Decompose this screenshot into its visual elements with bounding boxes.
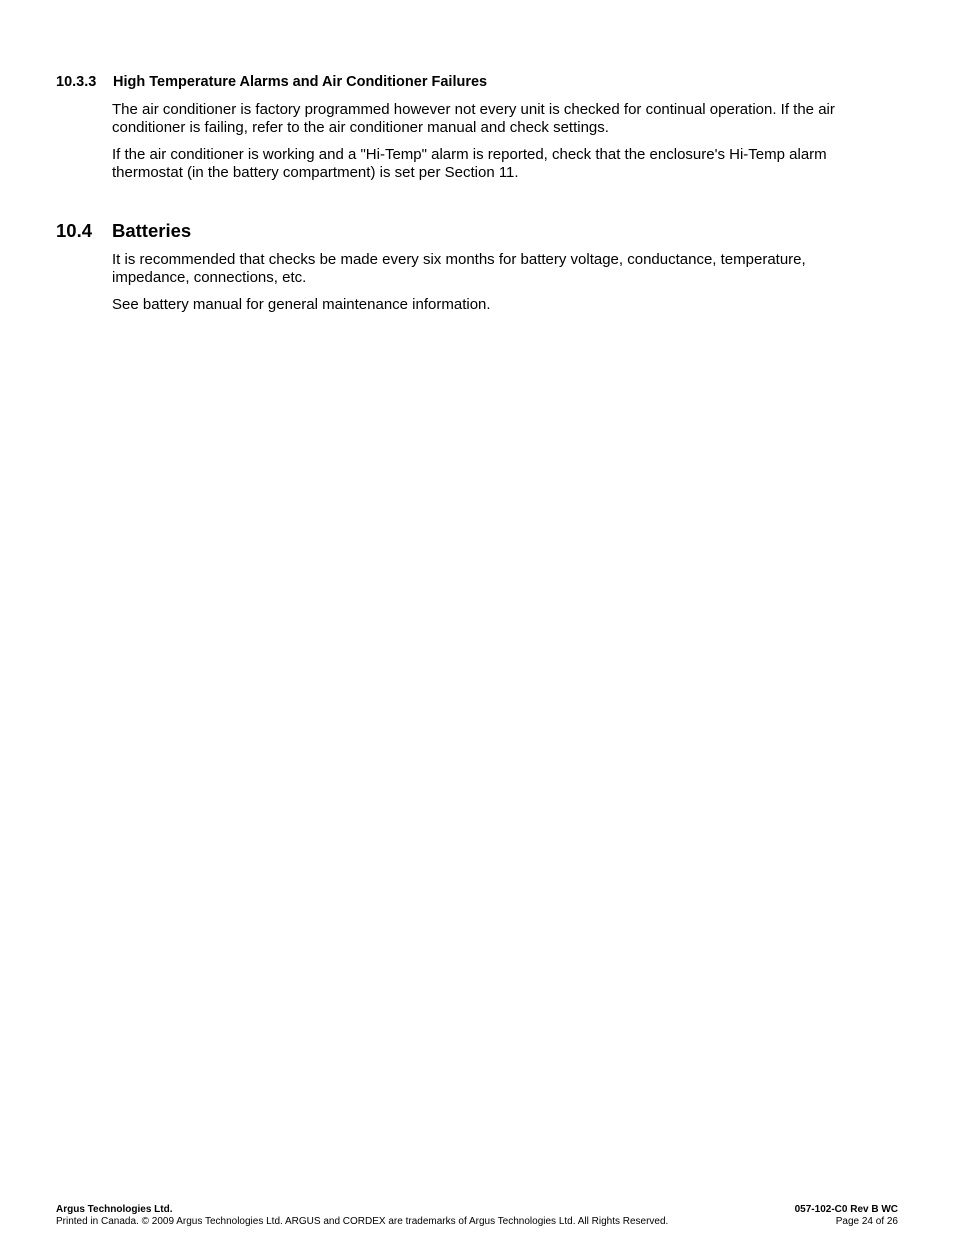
section-number: 10.4 [56,220,93,241]
footer-page-number: Page 24 of 26 [835,1216,898,1227]
footer-company: Argus Technologies Ltd. [56,1204,173,1215]
subsection-number: 10.3.3 [56,74,97,90]
footer-doc-number: 057-102-C0 Rev B WC [794,1204,898,1215]
subsection-heading [56,74,487,91]
section-heading [56,220,191,242]
footer-copyright: Printed in Canada. © 2009 Argus Technologies Ltd. ARGUS and CORDEX are trademarks of Argus Technologies Ltd. All Rights Reserved. [56,1216,669,1227]
subsection-title: High Temperature Alarms and Air Conditioner Failures [113,74,488,90]
paragraph: The air conditioner is factory programmed however not every unit is checked for continual operation. If the air conditioner is failing, refer to the air conditioner manual and check settings. [112,101,835,136]
page-footer [56,1204,898,1228]
paragraph: See battery manual for general maintenance information. [112,296,491,313]
section-title: Batteries [112,220,192,241]
paragraph: If the air conditioner is working and a "Hi-Temp" alarm is reported, check that the enclosure's Hi-Temp alarm thermostat (in the battery compartment) is set per Section 11. [112,146,827,181]
paragraph: It is recommended that checks be made every six months for battery voltage, conductance, temperature, impedance, connections, etc. [112,251,806,286]
